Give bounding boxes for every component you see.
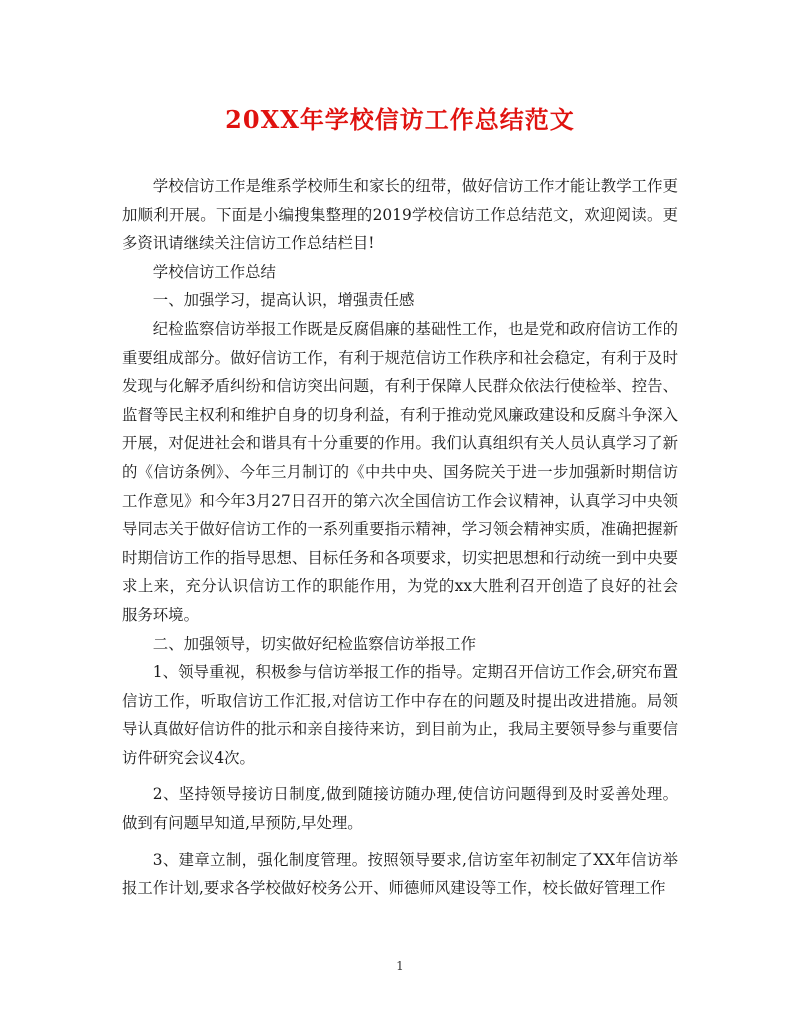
- body-paragraph: 纪检监察信访举报工作既是反腐倡廉的基础性工作，也是党和政府信访工作的重要组成部分。做好信访工作，有利于规范信访工作秩序和社会稳定，有利于及时发现与化解矛盾纠纷和信访突出问题，有利于保障人民群众依法行使检举、控告、监督等民主权利和维护自身的切身利益，有利于推动党风廉政建设和反腐斗争深入开展，对促进社会和谐具有十分重要的作用。我们认真组织有关人员认真学习了新的《信访条例》、今年三月制订的《中共中央、国务院关于进一步加强新时期信访工作意见》和今年3月27日召开的第六次全国信访工作会议精神，认真学习中央领导同志关于做好信访工作的一系列重要指示精神，学习领会精神实质，准确把握新时期信访工作的指导思想、目标任务和各项要求，切实把思想和行动统一到中央要求上来，充分认识信访工作的职能作用，为党的xx大胜利召开创造了良好的社会服务环境。: [122, 319, 678, 624]
- subsection-heading-1: 一、加强学习，提高认识，增强责任感: [152, 291, 415, 310]
- section-heading: 学校信访工作总结: [152, 262, 276, 281]
- page-number: 1: [396, 959, 404, 973]
- subsection-heading-2: 二、加强领导，切实做好纪检监察信访举报工作: [152, 634, 477, 653]
- list-item-2: 2、坚持领导接访日制度,做到随接访随办理,使信访问题得到及时妥善处理。做到有问题早知道,早预防,早处理。: [122, 785, 678, 833]
- list-item-1: 1、领导重视，积极参与信访举报工作的指导。定期召开信访工作会,研究布置信访工作，听取信访工作汇报,对信访工作中存在的问题及时提出改进措施。局领导认真做好信访件的批示和亲自接待来访，到目前为止，我局主要领导参与重要信访件研究会议4次。: [122, 663, 678, 767]
- intro-paragraph: 学校信访工作是维系学校师生和家长的纽带，做好信访工作才能让教学工作更加顺利开展。下面是小编搜集整理的2019学校信访工作总结范文，欢迎阅读。更多资讯请继续关注信访工作总结栏目!: [122, 177, 678, 253]
- list-item-3: 3、建章立制，强化制度管理。按照领导要求,信访室年初制定了XX年信访举报工作计划,要求各学校做好校务公开、师德师风建设等工作，校长做好管理工作: [122, 850, 678, 898]
- page-title: 20XX年学校信访工作总结范文: [225, 105, 575, 134]
- document-body: [122, 172, 678, 903]
